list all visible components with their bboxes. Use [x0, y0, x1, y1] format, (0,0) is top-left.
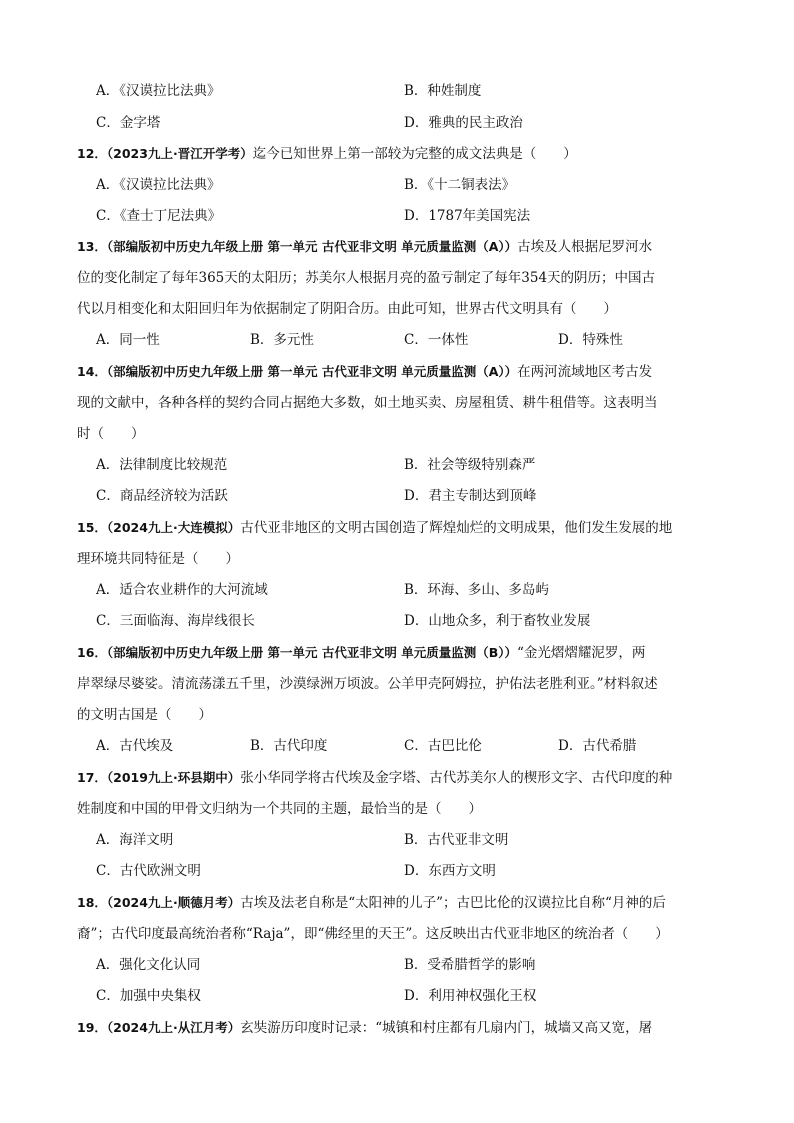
- option-c: C．一体性: [404, 332, 469, 348]
- option-a: A．法律制度比较规范: [96, 457, 228, 473]
- question-number: 15．: [77, 520, 107, 535]
- question-14-stem: [77, 362, 652, 382]
- question-text: 的文明古国是（ ）: [77, 707, 212, 723]
- question-text: 位的变化制定了每年365天的太阳历；苏美尔人根据月亮的盈亏制定了每年354天的阴历；中国古: [77, 270, 656, 286]
- question-text: 裔”；古代印度最高统治者称“Raja”，即“佛经里的天王”。这反映出古代亚非地区的统治者（ ）: [77, 926, 669, 942]
- option-a: A．海洋文明: [96, 832, 174, 848]
- option-d: D．雅典的民主政治: [404, 115, 523, 131]
- question-source: （2023九上·晋江开学考）: [106, 146, 253, 161]
- question-text: 玄奘游历印度时记录：“城镇和村庄都有几扇内门，城墙又高又宽，屠: [240, 1020, 653, 1036]
- option-a: A．同一性: [96, 332, 160, 348]
- question-text: 时（ ）: [77, 426, 145, 442]
- question-source: （2024九上·从江月考）: [106, 1020, 241, 1035]
- option-b: B．古代印度: [250, 738, 328, 754]
- option-b: B．《十二铜表法》: [404, 177, 516, 193]
- option-b: B．古代亚非文明: [404, 832, 509, 848]
- question-text: “金光熠熠耀泥罗，两: [517, 645, 646, 661]
- question-19-stem: [77, 1018, 652, 1038]
- question-text: 在两河流域地区考古发: [517, 364, 653, 380]
- option-a: A．强化文化认同: [96, 957, 201, 973]
- question-source: （部编版初中历史九年级上册 第一单元 古代亚非文明 单元质量监测（A））: [106, 364, 518, 379]
- question-17-stem: [77, 768, 672, 788]
- option-c: C．加强中央集权: [96, 988, 201, 1004]
- question-text: 代以月相变化和太阳回归年为依据制定了阴阳合历。由此可知，世界古代文明具有（ ）: [77, 301, 617, 317]
- question-source: （部编版初中历史九年级上册 第一单元 古代亚非文明 单元质量监测（A））: [106, 239, 518, 254]
- option-a: A．古代埃及: [96, 738, 174, 754]
- question-15-stem: [77, 518, 672, 538]
- question-source: （2024九上·大连模拟）: [106, 520, 241, 535]
- option-b: B．社会等级特别森严: [404, 457, 536, 473]
- option-c: C．古巴比伦: [404, 738, 482, 754]
- option-a: A．《汉谟拉比法典》: [96, 177, 221, 193]
- option-d: D．古代希腊: [558, 738, 637, 754]
- option-d: D．君主专制达到顶峰: [404, 488, 537, 504]
- question-number: 16．: [77, 645, 107, 660]
- question-text: 现的文献中，各种各样的契约合同占据绝大多数，如土地买卖、房屋租赁、耕牛租借等。这表明当: [77, 395, 658, 411]
- question-text: 姓制度和中国的甲骨文归纳为一个共同的主题，最恰当的是（ ）: [77, 801, 482, 817]
- question-source: （2019九上·环县期中）: [106, 770, 241, 785]
- question-source: （2024九上·顺德月考）: [106, 895, 241, 910]
- option-d: D．1787年美国宪法: [404, 208, 531, 224]
- option-a: A．适合农业耕作的大河流域: [96, 582, 268, 598]
- question-number: 14．: [77, 364, 107, 379]
- question-text: 古埃及人根据尼罗河水: [517, 239, 653, 255]
- question-18-stem: [77, 893, 666, 913]
- question-text: 岸翠绿尽婆娑。清流荡漾五千里，沙漠绿洲万顷波。公羊甲壳阿姆拉，护佑法老胜利亚。”材料叙述: [77, 676, 658, 692]
- question-text: 张小华同学将古代埃及金字塔、古代苏美尔人的楔形文字、古代印度的种: [240, 770, 673, 786]
- question-13-stem: [77, 237, 652, 257]
- option-d: D．特殊性: [558, 332, 623, 348]
- option-c: C．古代欧洲文明: [96, 863, 201, 879]
- option-b: B．环海、多山、多岛屿: [404, 582, 549, 598]
- option-c: C．商品经济较为活跃: [96, 488, 228, 504]
- option-b: B．多元性: [250, 332, 314, 348]
- question-text: 迄今已知世界上第一部较为完整的成文法典是（ ）: [252, 146, 577, 162]
- question-text: 理环境共同特征是（ ）: [77, 551, 239, 567]
- option-c: C．金字塔: [96, 115, 161, 131]
- question-source: （部编版初中历史九年级上册 第一单元 古代亚非文明 单元质量监测（B））: [106, 645, 517, 660]
- option-a: A．《汉谟拉比法典》: [96, 83, 221, 99]
- question-number: 19．: [77, 1020, 107, 1035]
- question-number: 18．: [77, 895, 107, 910]
- option-c: C．三面临海、海岸线很长: [96, 613, 255, 629]
- option-d: D．东西方文明: [404, 863, 496, 879]
- question-12-stem: [77, 144, 577, 164]
- question-number: 17．: [77, 770, 107, 785]
- question-number: 12．: [77, 146, 107, 161]
- question-16-stem: [77, 643, 645, 663]
- option-c: C．《查士丁尼法典》: [96, 208, 222, 224]
- option-d: D．利用神权强化王权: [404, 988, 537, 1004]
- question-text: 古埃及法老自称是“太阳神的儿子”；古巴比伦的汉谟拉比自称“月神的后: [240, 895, 666, 911]
- question-number: 13．: [77, 239, 107, 254]
- option-b: B．种姓制度: [404, 83, 482, 99]
- question-text: 古代亚非地区的文明古国创造了辉煌灿烂的文明成果，他们发生发展的地: [240, 520, 673, 536]
- option-b: B．受希腊哲学的影响: [404, 957, 536, 973]
- option-d: D．山地众多，利于畜牧业发展: [404, 613, 591, 629]
